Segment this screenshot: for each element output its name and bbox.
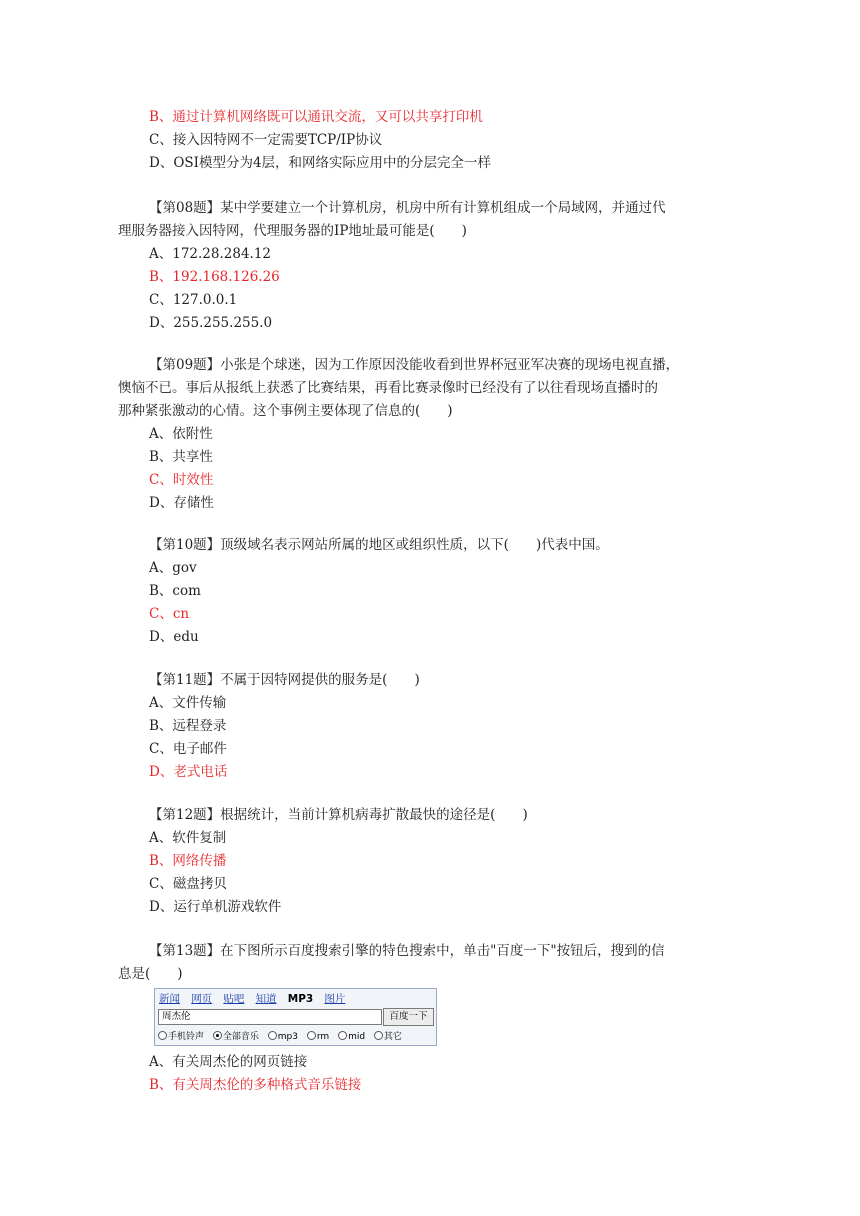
question-stem: 那种紧张激动的心情。这个事例主要体现了信息的( ) — [118, 403, 453, 419]
option: B、通过计算机网络既可以通讯交流，又可以共享打印机 — [149, 109, 483, 125]
question-stem: 【第11题】不属于因特网提供的服务是( ) — [149, 672, 420, 688]
question-stem: 【第08题】某中学要建立一个计算机房，机房中所有计算机组成一个局域网，并通过代 — [149, 200, 666, 216]
tab-mp3[interactable]: MP3 — [287, 993, 314, 1005]
option: A、有关周杰伦的网页链接 — [149, 1054, 308, 1070]
radio-rm[interactable]: rm — [307, 1031, 329, 1042]
option: C、磁盘拷贝 — [149, 876, 227, 892]
radio-selected-icon — [213, 1031, 222, 1040]
radio-circle-icon — [374, 1031, 383, 1040]
option: C、127.0.0.1 — [149, 292, 238, 308]
question-13-options — [118, 1051, 748, 1097]
baidu-search-figure — [154, 988, 437, 1046]
option: B、共享性 — [149, 449, 213, 465]
option: D、老式电话 — [149, 764, 228, 780]
question-13 — [118, 940, 748, 986]
search-tabs — [159, 991, 353, 1005]
option: D、255.255.255.0 — [149, 315, 273, 331]
question-stem: 理服务器接入因特网，代理服务器的IP地址最可能是( ) — [118, 223, 467, 239]
question-stem: 懊恼不已。事后从报纸上获悉了比赛结果，再看比赛录像时已经没有了以往看现场直播时的 — [118, 380, 658, 396]
option: B、有关周杰伦的多种格式音乐链接 — [149, 1077, 362, 1093]
radio-circle-icon — [158, 1031, 167, 1040]
question-stem: 【第09题】小张是个球迷，因为工作原因没能收看到世界杯冠亚军决赛的现场电视直播， — [149, 357, 680, 373]
option: B、192.168.126.26 — [149, 269, 280, 285]
question-09 — [118, 354, 748, 515]
radio-circle-icon — [307, 1031, 316, 1040]
radio-ringtone[interactable]: 手机铃声 — [158, 1029, 204, 1042]
option: A、文件传输 — [149, 695, 227, 711]
question-08 — [118, 197, 748, 335]
tab-images[interactable]: 图片 — [324, 993, 346, 1005]
option: B、com — [149, 583, 201, 599]
question-stem: 【第10题】顶级域名表示网站所属的地区或组织性质，以下( )代表中国。 — [149, 537, 609, 553]
previous-question-options — [118, 106, 748, 175]
tab-web[interactable]: 网页 — [191, 993, 213, 1005]
question-11 — [118, 669, 748, 784]
question-stem: 【第12题】根据统计，当前计算机病毒扩散最快的途径是( ) — [149, 807, 528, 823]
question-stem: 息是( ) — [118, 966, 183, 982]
radio-circle-icon — [338, 1031, 347, 1040]
option: A、依附性 — [149, 426, 213, 442]
option: A、172.28.284.12 — [149, 246, 272, 262]
option: A、软件复制 — [149, 830, 227, 846]
radio-all-music[interactable]: 全部音乐 — [213, 1029, 259, 1042]
option: B、远程登录 — [149, 718, 227, 734]
option: D、存储性 — [149, 495, 214, 511]
question-stem: 【第13题】在下图所示百度搜索引擎的特色搜索中，单击"百度一下"按钮后，搜到的信 — [149, 943, 665, 959]
tab-zhidao[interactable]: 知道 — [255, 993, 277, 1005]
tab-news[interactable]: 新闻 — [159, 993, 180, 1005]
search-input[interactable]: 周杰伦 — [158, 1009, 382, 1025]
question-10 — [118, 534, 748, 649]
tab-tieba[interactable]: 贴吧 — [223, 993, 245, 1005]
option: B、网络传播 — [149, 853, 227, 869]
radio-other[interactable]: 其它 — [374, 1029, 402, 1042]
option: C、cn — [149, 606, 190, 622]
radio-circle-icon — [268, 1031, 277, 1040]
question-12 — [118, 804, 748, 919]
format-radio-group — [158, 1029, 408, 1042]
option: C、时效性 — [149, 472, 214, 488]
option: C、电子邮件 — [149, 741, 227, 757]
option: A、gov — [149, 560, 197, 576]
option: C、接入因特网不一定需要TCP/IP协议 — [149, 132, 383, 148]
option: D、edu — [149, 629, 199, 645]
radio-mp3[interactable]: mp3 — [268, 1031, 298, 1042]
option: D、运行单机游戏软件 — [149, 899, 282, 915]
option: D、OSI模型分为4层，和网络实际应用中的分层完全一样 — [149, 155, 492, 171]
search-button[interactable]: 百度一下 — [383, 1008, 434, 1026]
radio-mid[interactable]: mid — [338, 1031, 365, 1042]
